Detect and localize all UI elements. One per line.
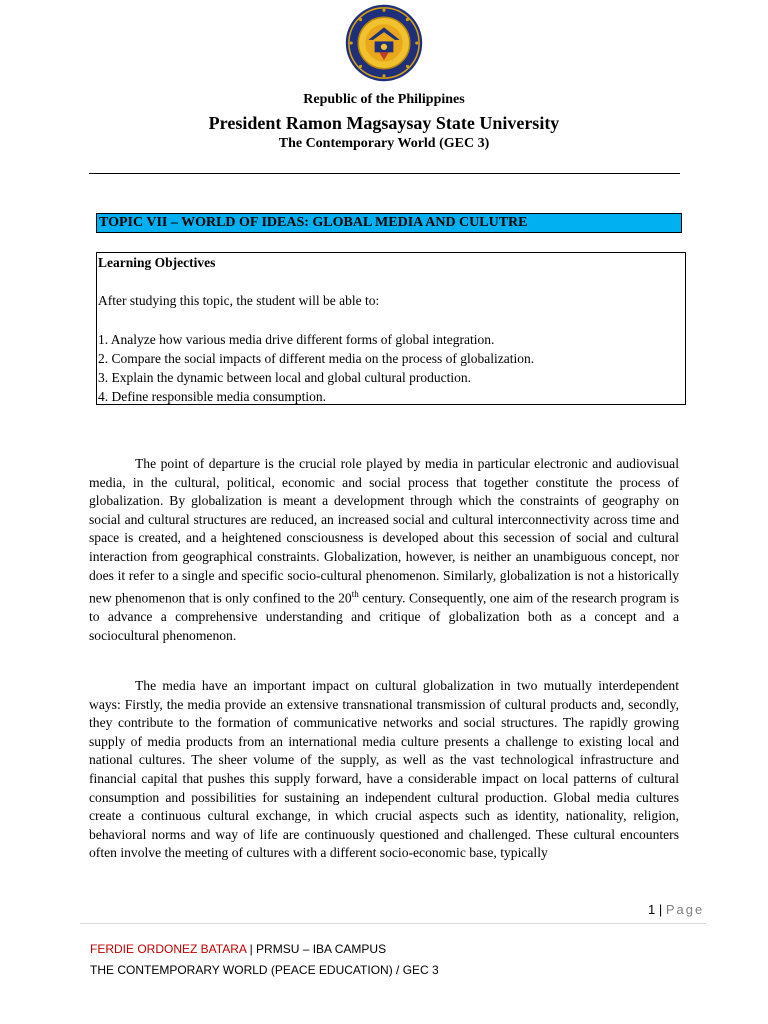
page-label: Page — [665, 902, 705, 917]
objective-item: 1. Analyze how various media drive different forms of global integration. — [98, 332, 495, 347]
course-title: The Contemporary World (GEC 3) — [278, 136, 490, 151]
footer-divider — [80, 923, 706, 924]
paragraph-text: century. Consequently, one aim of the research program is to advance a comprehensive understanding and critique of globalization both as a concept and a sociocultural phenomenon. — [89, 590, 679, 643]
header-divider — [89, 173, 680, 174]
objectives-intro: After studying this topic, the student will be able to: — [98, 293, 380, 308]
footer-course-line: THE CONTEMPORARY WORLD (PEACE EDUCATION) / GEC 3 — [90, 963, 439, 977]
page-number — [648, 902, 704, 917]
body-paragraph-2 — [89, 677, 679, 863]
footer-author: FERDIE ORDONEZ BATARA — [90, 942, 247, 956]
topic-title: TOPIC VII – WORLD OF IDEAS: GLOBAL MEDIA AND CULUTRE — [99, 215, 528, 230]
body-paragraph-1 — [89, 455, 679, 645]
paragraph-text: The media have an important impact on cultural globalization in two mutually interdependent ways: Firstly, the media provide an extensive transnational transmission of cultural products and, secondly, they contribute to the formation of communicative networks and social structures. The rapidly growing supply of media products from an international media culture presents a challenge to existing local and national cultures. The sheer volume of the supply, as well as the vast technological infrastructure and financial capital that pushes this supply forward, have a considerable impact on local patterns of cultural consumption and possibilities for sustaining an independent cultural production. Global media cultures create a continuous cultural exchange, in which crucial aspects such as identity, nationality, religion, behavioral norms and way of life are continuously questioned and challenged. These cultural encounters often involve the meeting of cultures with a different socio-economic base, typically — [89, 678, 679, 861]
paragraph-text: The point of departure is the crucial role played by media in particular electronic and audiovisual media, in the cultural, political, economic and social process that together constitute the process of globalization. By globalization is meant a development through which the constraints of geography on social and cultural structures are reduced, an increased social and cultural interconnectivity across time and space is created, and a heightened consciousness is developed about this secession of social and cultural interaction from geographical constraints. Globalization, however, is neither an unambiguous concept, nor does it refer to a single and specific socio-cultural phenomenon. Similarly, globalization is not a historically new phenomenon that is only confined to the 20 — [89, 456, 679, 606]
learning-objectives-box — [96, 252, 686, 405]
objectives-heading: Learning Objectives — [98, 255, 216, 270]
objective-item: 2. Compare the social impacts of different media on the process of globalization. — [98, 351, 535, 366]
footer-author-line — [90, 942, 386, 956]
objective-item: 4. Define responsible media consumption. — [98, 389, 326, 404]
page-number-value: 1 — [648, 902, 656, 917]
page-separator: | — [655, 902, 666, 917]
republic-heading: Republic of the Philippines — [303, 92, 465, 107]
objectives-list — [98, 330, 534, 406]
footer-campus: | PRMSU – IBA CAMPUS — [246, 942, 387, 956]
objective-item: 3. Explain the dynamic between local and global cultural production. — [98, 370, 472, 385]
topic-title-bar — [96, 213, 682, 233]
university-name: President Ramon Magsaysay State University — [208, 113, 560, 133]
superscript-ordinal: th — [351, 589, 359, 600]
university-seal-icon — [345, 4, 423, 82]
